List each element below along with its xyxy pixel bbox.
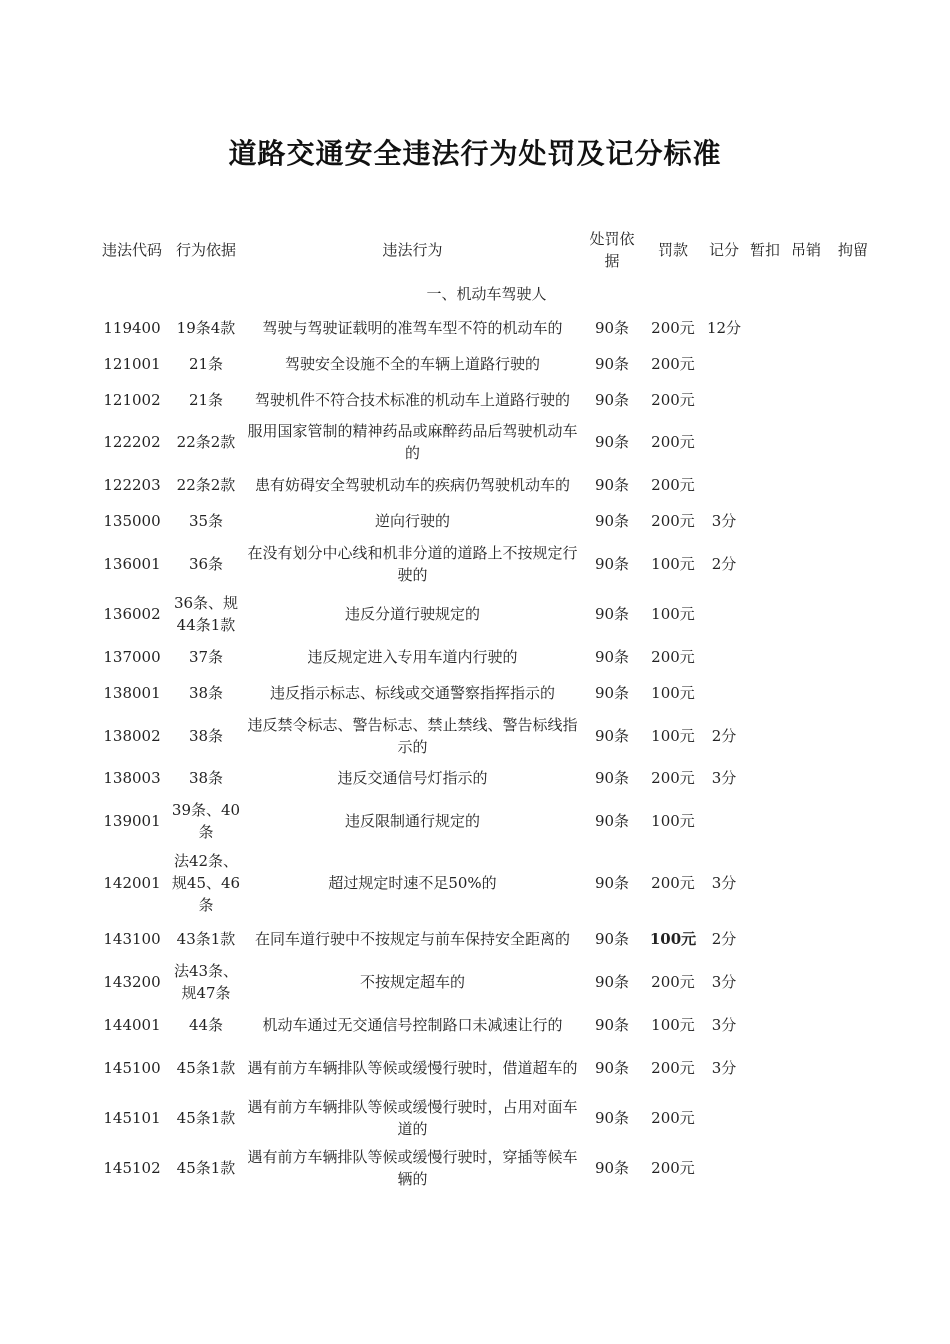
cell-points bbox=[704, 589, 744, 639]
cell-basis: 45条1款 bbox=[176, 1059, 236, 1077]
cell-act: 违反分道行驶规定的 bbox=[344, 605, 480, 623]
header-fine: 罚款 bbox=[657, 241, 688, 259]
cell-points: 3分 bbox=[711, 973, 737, 991]
cell-fine: 100元 bbox=[649, 930, 697, 948]
cell-basis: 39条、40条 bbox=[171, 801, 241, 841]
cell-basis: 19条4款 bbox=[176, 319, 236, 337]
cell-points: 3分 bbox=[711, 769, 737, 787]
cell-points bbox=[704, 382, 744, 418]
cell-points bbox=[704, 1093, 744, 1143]
cell-points: 3分 bbox=[711, 512, 737, 530]
cell-code: 119400 bbox=[103, 319, 161, 337]
table-row bbox=[0, 1143, 950, 1193]
cell-points bbox=[704, 796, 744, 846]
table-row bbox=[0, 467, 950, 503]
header-detain: 拘留 bbox=[837, 241, 868, 259]
cell-points bbox=[704, 418, 744, 466]
cell-act: 服用国家管制的精神药品或麻醉药品后驾驶机动车的 bbox=[247, 422, 578, 462]
cell-code: 145100 bbox=[103, 1059, 161, 1077]
table-row bbox=[0, 1043, 950, 1093]
cell-code: 122202 bbox=[103, 433, 161, 451]
cell-act: 违反限制通行规定的 bbox=[344, 812, 480, 830]
table-row bbox=[0, 796, 950, 846]
cell-code: 121001 bbox=[103, 355, 161, 373]
cell-code: 135000 bbox=[103, 512, 161, 530]
table-row bbox=[0, 539, 950, 589]
cell-fine: 200元 bbox=[651, 1059, 695, 1077]
cell-act: 在同车道行驶中不按规定与前车保持安全距离的 bbox=[254, 930, 570, 948]
cell-basis: 43条1款 bbox=[176, 930, 236, 948]
cell-code: 139001 bbox=[103, 812, 161, 830]
cell-fine: 200元 bbox=[651, 355, 695, 373]
cell-act: 驾驶机件不符合技术标准的机动车上道路行驶的 bbox=[254, 391, 570, 409]
cell-fine: 200元 bbox=[651, 476, 695, 494]
cell-code: 142001 bbox=[103, 874, 161, 892]
cell-act: 机动车通过无交通信号控制路口未减速让行的 bbox=[262, 1016, 563, 1034]
table-row bbox=[0, 382, 950, 418]
cell-law: 90条 bbox=[594, 605, 630, 623]
cell-act: 违反规定进入专用车道内行驶的 bbox=[307, 648, 518, 666]
cell-fine: 100元 bbox=[651, 1016, 695, 1034]
table-row bbox=[0, 418, 950, 466]
cell-fine: 200元 bbox=[651, 391, 695, 409]
cell-law: 90条 bbox=[594, 727, 630, 745]
cell-law: 90条 bbox=[594, 1109, 630, 1127]
cell-fine: 200元 bbox=[651, 512, 695, 530]
cell-act: 违反禁令标志、警告标志、禁止禁线、警告标线指示的 bbox=[247, 716, 578, 756]
header-act: 违法行为 bbox=[382, 241, 443, 259]
cell-law: 90条 bbox=[594, 433, 630, 451]
cell-code: 143100 bbox=[103, 930, 161, 948]
table-row bbox=[0, 1093, 950, 1143]
cell-act: 在没有划分中心线和机非分道的道路上不按规定行驶的 bbox=[247, 544, 578, 584]
cell-act: 违反指示标志、标线或交通警察指挥指示的 bbox=[269, 684, 555, 702]
cell-act: 驾驶与驾驶证载明的准驾车型不符的机动车的 bbox=[262, 319, 563, 337]
cell-fine: 200元 bbox=[651, 973, 695, 991]
cell-points: 2分 bbox=[711, 930, 737, 948]
table-row bbox=[0, 921, 950, 957]
cell-basis: 45条1款 bbox=[176, 1159, 236, 1177]
cell-law: 90条 bbox=[594, 769, 630, 787]
cell-law: 90条 bbox=[594, 973, 630, 991]
table-row bbox=[0, 310, 950, 346]
cell-act: 不按规定超车的 bbox=[359, 973, 465, 991]
cell-points: 2分 bbox=[711, 555, 737, 573]
cell-law: 90条 bbox=[594, 1016, 630, 1034]
cell-fine: 200元 bbox=[651, 874, 695, 892]
header-revoke: 吊销 bbox=[790, 241, 821, 259]
header-law: 处罚依据 bbox=[589, 230, 635, 270]
cell-act: 超过规定时速不足50%的 bbox=[328, 874, 497, 892]
cell-basis: 45条1款 bbox=[176, 1109, 236, 1127]
cell-act: 患有妨碍安全驾驶机动车的疾病仍驾驶机动车的 bbox=[254, 476, 570, 494]
table-row bbox=[0, 711, 950, 761]
cell-basis: 36条、规44条1款 bbox=[173, 594, 239, 634]
cell-code: 143200 bbox=[103, 973, 161, 991]
cell-act: 逆向行驶的 bbox=[374, 512, 450, 530]
cell-basis: 44条 bbox=[188, 1016, 224, 1034]
cell-basis: 38条 bbox=[188, 684, 224, 702]
cell-law: 90条 bbox=[594, 391, 630, 409]
header-code: 违法代码 bbox=[101, 241, 162, 259]
cell-basis: 38条 bbox=[188, 769, 224, 787]
cell-basis: 35条 bbox=[188, 512, 224, 530]
cell-law: 90条 bbox=[594, 874, 630, 892]
cell-law: 90条 bbox=[594, 319, 630, 337]
table-row bbox=[0, 589, 950, 639]
cell-fine: 200元 bbox=[651, 1159, 695, 1177]
header-points: 记分 bbox=[708, 241, 739, 259]
cell-fine: 100元 bbox=[651, 605, 695, 623]
table-row bbox=[0, 957, 950, 1007]
cell-basis: 法42条、规45、46条 bbox=[171, 852, 241, 914]
cell-code: 145102 bbox=[103, 1159, 161, 1177]
cell-law: 90条 bbox=[594, 648, 630, 666]
cell-points: 3分 bbox=[711, 1016, 737, 1034]
cell-fine: 100元 bbox=[651, 684, 695, 702]
cell-points bbox=[704, 675, 744, 711]
cell-basis: 21条 bbox=[188, 355, 224, 373]
cell-act: 遇有前方车辆排队等候或缓慢行驶时，穿插等候车辆的 bbox=[247, 1148, 578, 1188]
cell-basis: 36条 bbox=[188, 555, 224, 573]
cell-fine: 200元 bbox=[651, 433, 695, 451]
cell-fine: 200元 bbox=[651, 319, 695, 337]
cell-points: 12分 bbox=[706, 319, 742, 337]
cell-code: 136002 bbox=[103, 605, 161, 623]
cell-law: 90条 bbox=[594, 812, 630, 830]
cell-points bbox=[704, 1143, 744, 1193]
cell-law: 90条 bbox=[594, 1059, 630, 1077]
cell-points bbox=[704, 639, 744, 675]
table-row bbox=[0, 503, 950, 539]
cell-points: 3分 bbox=[711, 1059, 737, 1077]
cell-fine: 200元 bbox=[651, 769, 695, 787]
section-title: 一、机动车驾驶人 bbox=[426, 285, 547, 303]
table-row bbox=[0, 846, 950, 920]
cell-code: 121002 bbox=[103, 391, 161, 409]
cell-code: 137000 bbox=[103, 648, 161, 666]
cell-fine: 100元 bbox=[651, 555, 695, 573]
cell-basis: 38条 bbox=[188, 727, 224, 745]
cell-fine: 200元 bbox=[651, 648, 695, 666]
cell-act: 违反交通信号灯指示的 bbox=[337, 769, 488, 787]
cell-basis: 22条2款 bbox=[176, 433, 236, 451]
table-row bbox=[0, 1007, 950, 1043]
cell-code: 138003 bbox=[103, 769, 161, 787]
cell-points bbox=[704, 467, 744, 503]
table-row bbox=[0, 346, 950, 382]
cell-points bbox=[704, 346, 744, 382]
cell-law: 90条 bbox=[594, 555, 630, 573]
cell-act: 驾驶安全设施不全的车辆上道路行驶的 bbox=[284, 355, 540, 373]
cell-code: 122203 bbox=[103, 476, 161, 494]
header-basis: 行为依据 bbox=[175, 241, 236, 259]
cell-code: 138001 bbox=[103, 684, 161, 702]
cell-basis: 21条 bbox=[188, 391, 224, 409]
cell-points: 2分 bbox=[711, 727, 737, 745]
table-row bbox=[0, 760, 950, 796]
cell-law: 90条 bbox=[594, 476, 630, 494]
cell-act: 遇有前方车辆排队等候或缓慢行驶时，占用对面车道的 bbox=[247, 1098, 578, 1138]
cell-act: 遇有前方车辆排队等候或缓慢行驶时，借道超车的 bbox=[247, 1059, 578, 1077]
cell-basis: 37条 bbox=[188, 648, 224, 666]
cell-points: 3分 bbox=[711, 874, 737, 892]
cell-code: 136001 bbox=[103, 555, 161, 573]
cell-law: 90条 bbox=[594, 355, 630, 373]
table-row bbox=[0, 639, 950, 675]
cell-code: 138002 bbox=[103, 727, 161, 745]
cell-fine: 200元 bbox=[651, 1109, 695, 1127]
cell-law: 90条 bbox=[594, 930, 630, 948]
cell-law: 90条 bbox=[594, 1159, 630, 1177]
cell-basis: 法43条、规47条 bbox=[173, 962, 239, 1002]
cell-law: 90条 bbox=[594, 512, 630, 530]
cell-law: 90条 bbox=[594, 684, 630, 702]
cell-basis: 22条2款 bbox=[176, 476, 236, 494]
cell-code: 144001 bbox=[103, 1016, 161, 1034]
table-row bbox=[0, 675, 950, 711]
page-title: 道路交通安全违法行为处罚及记分标准 bbox=[228, 137, 722, 170]
cell-code: 145101 bbox=[103, 1109, 161, 1127]
cell-fine: 100元 bbox=[651, 812, 695, 830]
header-suspend: 暂扣 bbox=[749, 241, 780, 259]
cell-fine: 100元 bbox=[651, 727, 695, 745]
